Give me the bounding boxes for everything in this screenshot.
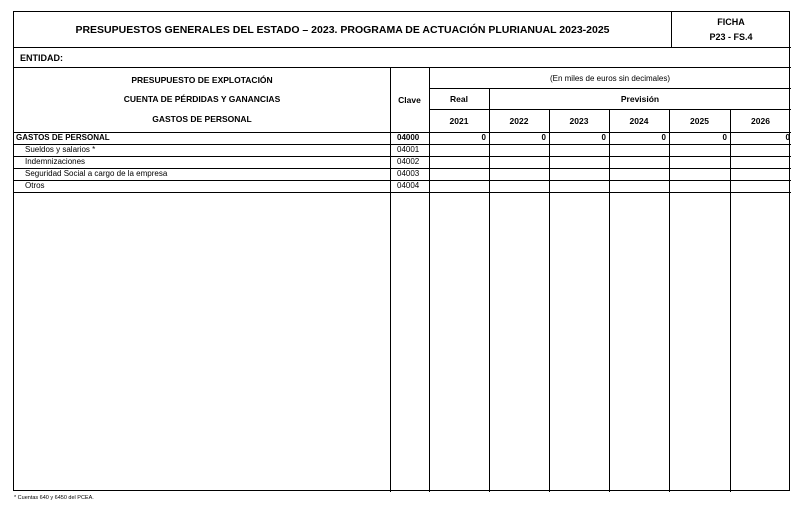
- real-header: Real: [450, 93, 468, 104]
- row-value: 0: [722, 133, 727, 142]
- year-header: 2021: [449, 115, 469, 126]
- row-key: 04002: [397, 157, 420, 166]
- title-bottom-line: [14, 47, 791, 48]
- units-note: (En miles de euros sin decimales): [549, 73, 671, 83]
- col-divider-2024: [669, 109, 670, 492]
- row-label: GASTOS DE PERSONAL: [16, 133, 110, 142]
- row-key: 04004: [397, 181, 420, 190]
- row-value: 0: [785, 133, 790, 142]
- row-key: 04003: [397, 169, 420, 178]
- clave-header: Clave: [398, 95, 421, 105]
- row-label: Seguridad Social a cargo de la empresa: [25, 169, 168, 178]
- row-key: 04001: [397, 145, 420, 154]
- row-label: Otros: [25, 181, 45, 190]
- year-header: 2026: [751, 115, 770, 126]
- table-title-line2: CUENTA DE PÉRDIDAS Y GANANCIAS: [123, 94, 281, 104]
- row-value: 0: [601, 133, 606, 142]
- year-header: 2024: [629, 115, 649, 126]
- col-divider-2021: [489, 88, 490, 492]
- year-header: 2025: [690, 115, 709, 126]
- prevision-header: Previsión: [620, 93, 660, 104]
- budget-form: [13, 11, 790, 491]
- row-value: 0: [661, 133, 666, 142]
- year-header: 2022: [509, 115, 529, 126]
- table-title-line1: PRESUPUESTO DE EXPLOTACIÓN: [131, 75, 273, 85]
- row-label: Sueldos y salarios *: [25, 145, 96, 154]
- row-key: 04000: [397, 133, 420, 142]
- col-divider-2022: [549, 109, 550, 492]
- row-value: 0: [541, 133, 546, 142]
- page-title: PRESUPUESTOS GENERALES DEL ESTADO – 2023. PROGRAMA DE ACTUACIÓN PLURIANUAL 2023-2025: [75, 23, 610, 36]
- entidad-label: ENTIDAD:: [20, 53, 63, 63]
- row-value: 0: [481, 133, 486, 142]
- row-label: Indemnizaciones: [25, 157, 86, 166]
- row-line: [14, 192, 791, 193]
- col-divider-clave: [429, 67, 430, 492]
- footnote: * Cuentas 640 y 6450 del PCEA.: [14, 495, 94, 501]
- col-divider-2025: [730, 109, 731, 492]
- ficha-box: [671, 12, 791, 47]
- col-divider-2023: [609, 109, 610, 492]
- col-divider-label: [390, 67, 391, 492]
- ficha-label: FICHA: [717, 16, 745, 27]
- ficha-code: P23 - FS.4: [709, 31, 753, 42]
- table-title-line3: GASTOS DE PERSONAL: [152, 114, 252, 124]
- year-header: 2023: [569, 115, 589, 126]
